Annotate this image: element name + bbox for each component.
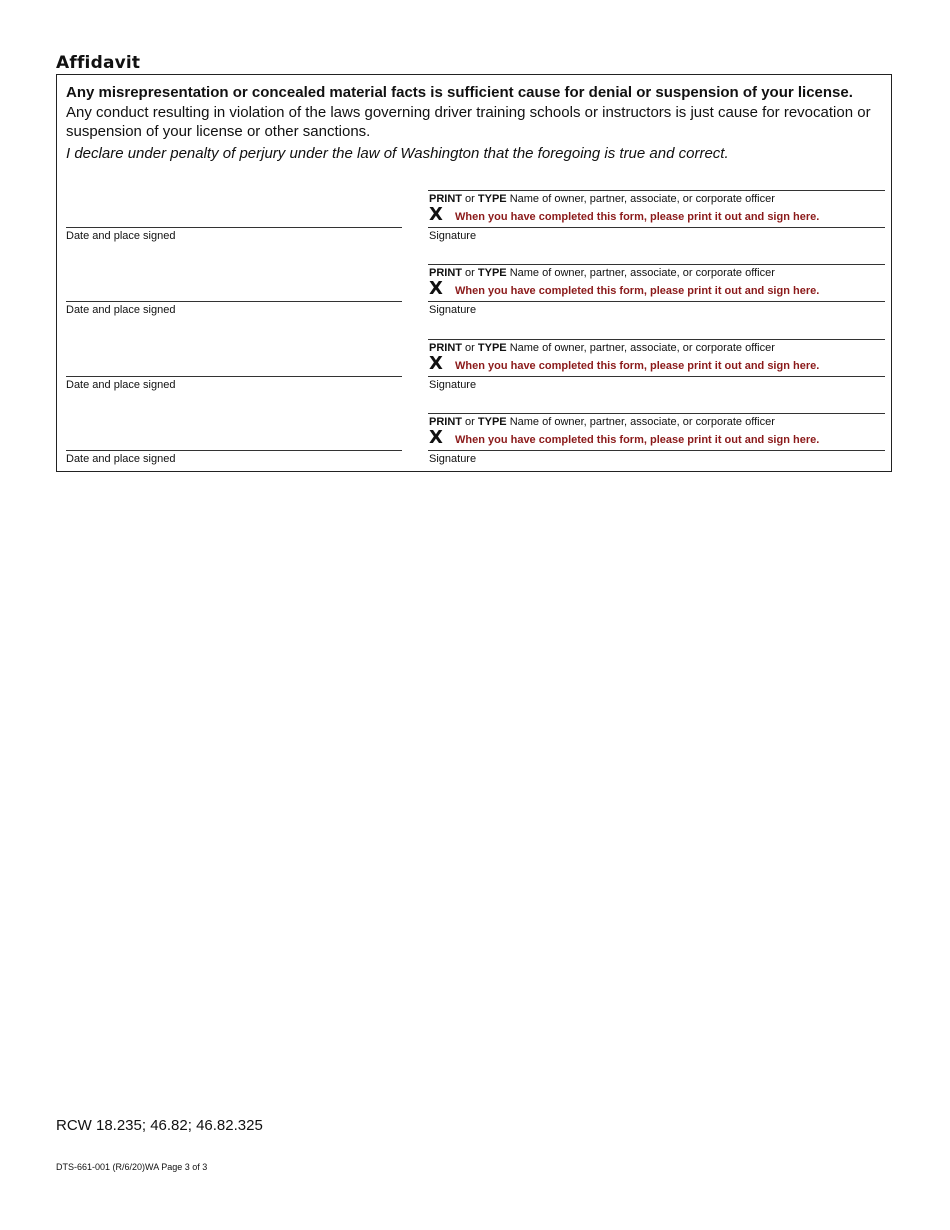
signature-field[interactable] — [428, 450, 885, 451]
signature-field[interactable] — [428, 301, 885, 302]
affidavit-box — [56, 74, 892, 472]
date-place-field[interactable] — [66, 376, 402, 377]
name-field-label: PRINT or TYPE Name of owner, partner, associate, or corporate officer — [429, 342, 775, 354]
date-place-field[interactable] — [66, 450, 402, 451]
name-field[interactable] — [428, 413, 885, 414]
signature-block — [57, 264, 891, 324]
sign-x-icon: X — [429, 427, 443, 448]
signature-label: Signature — [429, 304, 477, 316]
rcw-reference: RCW 18.235; 46.82; 46.82.325 — [56, 1117, 263, 1134]
name-field-label: PRINT or TYPE Name of owner, partner, associate, or corporate officer — [429, 267, 775, 279]
signature-field[interactable] — [428, 227, 885, 228]
signature-block — [57, 190, 891, 250]
date-place-field[interactable] — [66, 301, 402, 302]
sign-x-icon: X — [429, 204, 443, 225]
date-place-label: Date and place signed — [66, 453, 176, 465]
signature-block — [57, 339, 891, 399]
name-field[interactable] — [428, 264, 885, 265]
date-place-label: Date and place signed — [66, 379, 176, 391]
signature-field[interactable] — [428, 376, 885, 377]
name-field[interactable] — [428, 339, 885, 340]
name-field[interactable] — [428, 190, 885, 191]
warning-bold-statement: Any misrepresentation or concealed material facts is sufficient cause for denial or suspension of your license. — [66, 84, 853, 101]
section-title: Affidavit — [56, 53, 141, 73]
date-place-label: Date and place signed — [66, 230, 176, 242]
signature-label: Signature — [429, 453, 477, 465]
form-id-footer: DTS-661-001 (R/6/20)WA Page 3 of 3 — [56, 1162, 208, 1172]
sign-here-instruction: When you have completed this form, please print it out and sign here. — [455, 360, 820, 372]
signature-label: Signature — [429, 379, 477, 391]
sign-here-instruction: When you have completed this form, please print it out and sign here. — [455, 434, 820, 446]
sign-here-instruction: When you have completed this form, please print it out and sign here. — [455, 211, 820, 223]
date-place-field[interactable] — [66, 227, 402, 228]
signature-label: Signature — [429, 230, 477, 242]
sign-here-instruction: When you have completed this form, please print it out and sign here. — [455, 285, 820, 297]
date-place-label: Date and place signed — [66, 304, 176, 316]
perjury-declaration: I declare under penalty of perjury under the law of Washington that the foregoing is true and correct. — [66, 145, 729, 162]
sign-x-icon: X — [429, 278, 443, 299]
sign-x-icon: X — [429, 353, 443, 374]
name-field-label: PRINT or TYPE Name of owner, partner, associate, or corporate officer — [429, 416, 775, 428]
signature-block — [57, 413, 891, 473]
name-field-label: PRINT or TYPE Name of owner, partner, associate, or corporate officer — [429, 193, 775, 205]
warning-statement: Any conduct resulting in violation of the laws governing driver training schools or instructors is just cause for revocation or suspension of your license or other sanctions. — [66, 104, 871, 140]
